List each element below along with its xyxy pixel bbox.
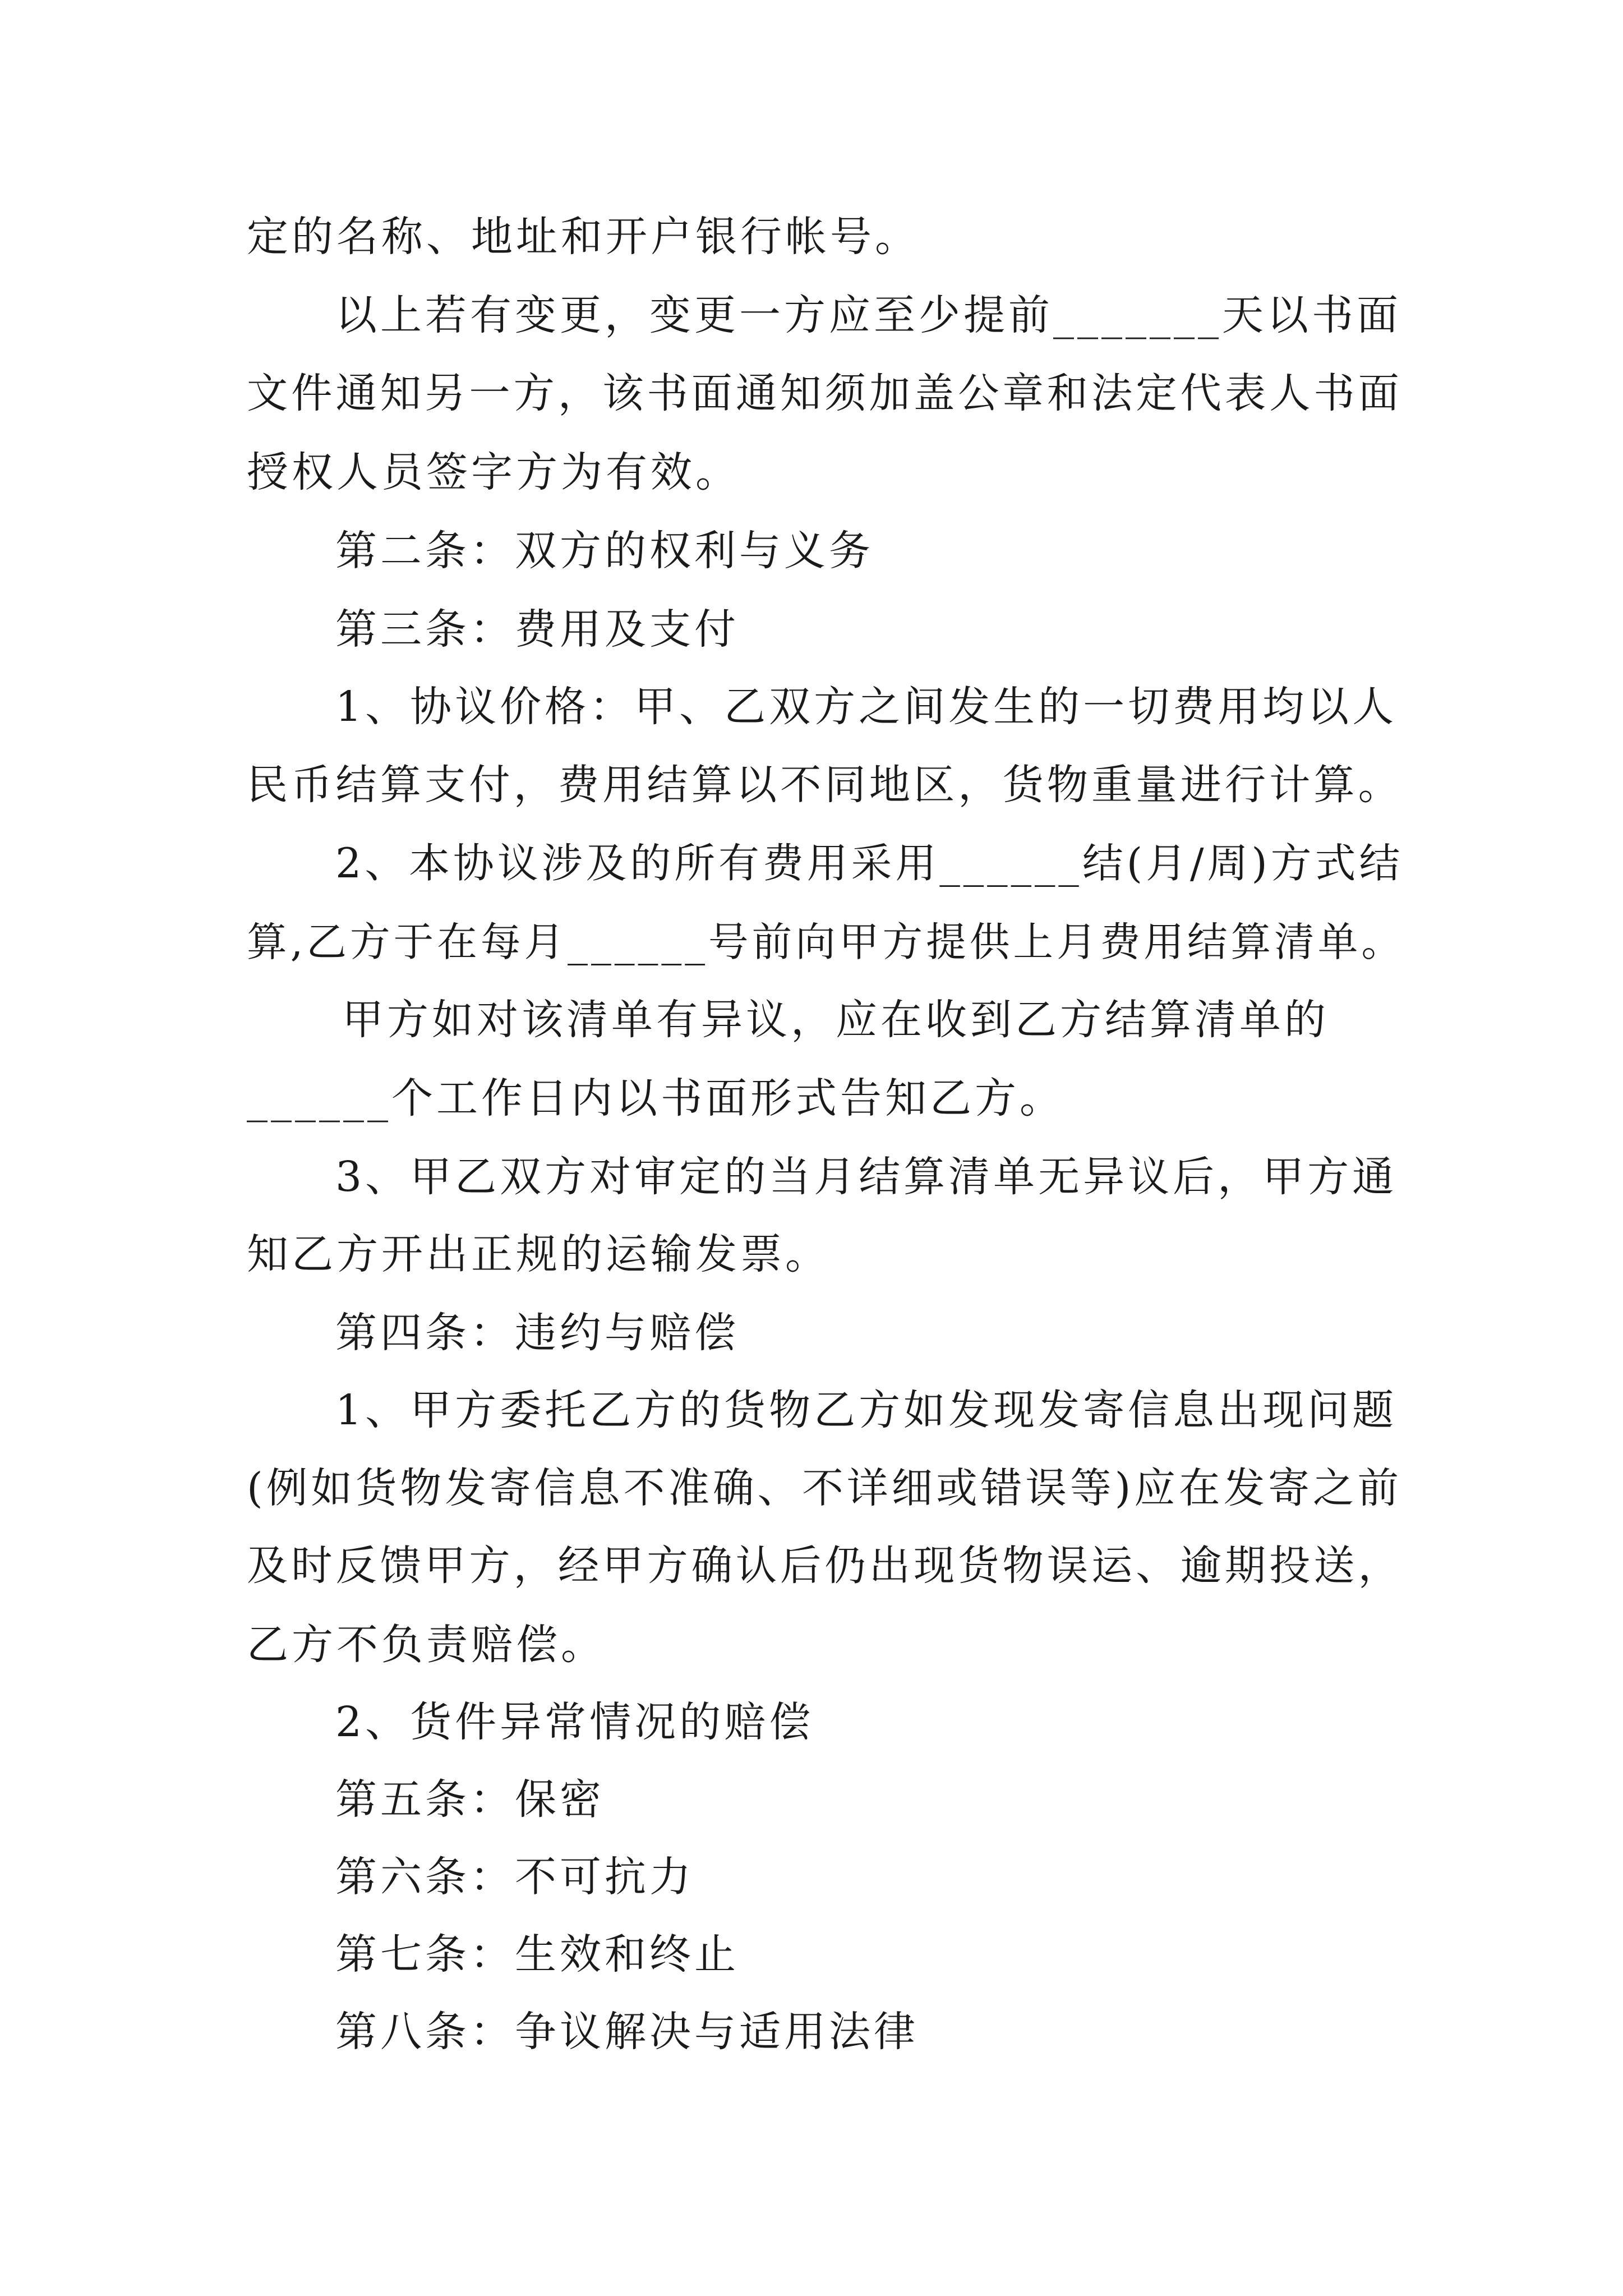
text-line-12: ______个工作日内以书面形式告知乙方。 [247, 1074, 1064, 1122]
text-line-11: 甲方如对该清单有异议，应在收到乙方结算清单的 [342, 996, 1329, 1044]
text-line-13: 3、甲乙双方对审定的当月结算清单无异议后，甲方通 [335, 1153, 1398, 1201]
article-2-heading: 第二条：双方的权利与义务 [335, 527, 874, 575]
text-line-19: 乙方不负责赔偿。 [247, 1621, 606, 1669]
text-line-1: 定的名称、地址和开户银行帐号。 [247, 213, 920, 261]
text-line-20: 2、货件异常情况的赔偿 [335, 1698, 814, 1746]
text-line-8: 民币结算支付，费用结算以不同地区，货物重量进行计算。 [247, 761, 1403, 809]
article-7-heading: 第七条：生效和终止 [335, 1930, 739, 1978]
article-5-heading: 第五条：保密 [335, 1775, 605, 1824]
text-line-16: 1、甲方委托乙方的货物乙方如发现发寄信息出现问题 [335, 1386, 1398, 1434]
text-line-3: 文件通知另一方，该书面通知须加盖公章和法定代表人书面 [247, 370, 1403, 417]
article-6-heading: 第六条：不可抗力 [335, 1853, 694, 1901]
text-line-18: 及时反馈甲方，经甲方确认后仍出现货物误运、逾期投送， [247, 1542, 1403, 1590]
text-line-9: 2、本协议涉及的所有费用采用______结(月/周)方式结 [335, 840, 1404, 887]
text-line-4: 授权人员签字方为有效。 [247, 448, 740, 496]
article-3-heading: 第三条：费用及支付 [335, 605, 739, 654]
text-line-14: 知乙方开出正规的运输发票。 [247, 1230, 830, 1278]
article-4-heading: 第四条：违约与赔偿 [335, 1309, 739, 1357]
text-line-10: 算,乙方于在每月______号前向甲方提供上月费用结算清单。 [247, 919, 1405, 965]
article-8-heading: 第八条：争议解决与适用法律 [335, 2008, 919, 2056]
text-line-2: 以上若有变更，变更一方应至少提前_______天以书面 [335, 291, 1401, 339]
text-line-17: (例如货物发寄信息不准确、不详细或错误等)应在发寄之前 [247, 1465, 1403, 1512]
text-line-7: 1、协议价格：甲、乙双方之间发生的一切费用均以人 [335, 683, 1398, 731]
